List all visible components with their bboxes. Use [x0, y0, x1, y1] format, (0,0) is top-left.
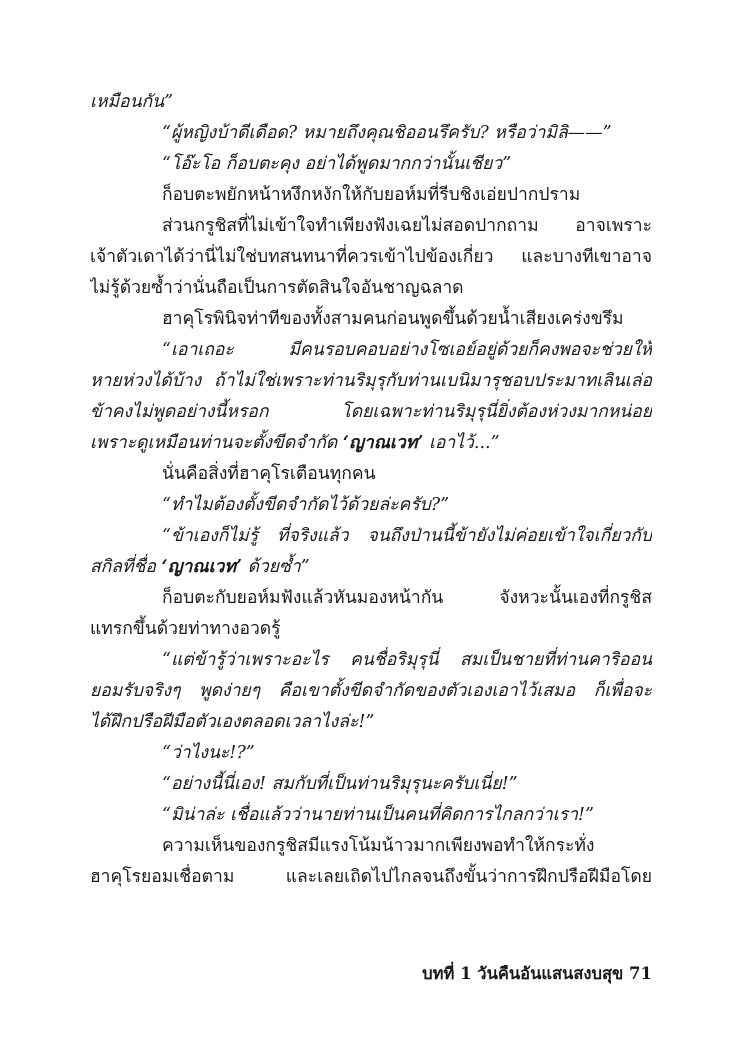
dialogue-line: “ว่าไงนะ!?” [162, 743, 255, 763]
text-segment: ด้วยซ้ำ” [242, 557, 310, 577]
paragraph-line: ความเห็นของกรูชิสมีแรงโน้มน้าวมากเพียงพอทำให้กระทั่ง [162, 836, 595, 856]
text-line [90, 427, 652, 459]
dialogue-line: “อย่างนี้นี่เอง! สมกับที่เป็นท่านริมุรุนะครับเนี่ย!” [162, 774, 518, 794]
skill-name: ‘ญาณเวท’ [161, 557, 243, 577]
text-line: ข้าคงไม่พูดอย่างนี้หรอก โดยเฉพาะท่านริมุรุนี่ยิ่งต้องห่วงมากหน่อย [90, 402, 652, 422]
dialogue-line: “ผู้หญิงบ้าดีเดือด? หมายถึงคุณชิออนรึครับ? หรือว่ามิลิ——” [162, 123, 612, 143]
skill-name: ‘ญาณเวท’ [342, 433, 424, 453]
text-line: ฮาคุโรยอมเชื่อตาม และเลยเถิดไปไกลจนถึงขั้นว่าการฝึกปรือฝีมือโดย [90, 867, 652, 887]
running-footer: บทที่ 1 วันคืนอันแสนสงบสุข 71 [422, 964, 652, 983]
text-line: เหมือนกัน” [90, 92, 174, 112]
dialogue-line: “โอ๊ะโอ ก็อบตะคุง อย่าได้พูดมากกว่านั้นเชียว” [162, 154, 512, 174]
text-segment: เพราะดูเหมือนท่านจะตั้งขีดจำกัด [90, 433, 343, 453]
dialogue-line: “ทำไมต้องตั้งขีดจำกัดไว้ด้วยล่ะครับ?” [162, 495, 450, 515]
text-line: แทรกขึ้นด้วยท่าทางอวดรู้ [90, 619, 281, 639]
text-line: ได้ฝึกปรือฝีมือตัวเองตลอดเวลาไงล่ะ!” [90, 712, 375, 732]
dialogue-line: “แต่ข้ารู้ว่าเพราะอะไร คนชื่อริมุรุนี่ สมเป็นชายที่ท่านคาริออน [162, 650, 652, 670]
dialogue-line: “มิน่าล่ะ เชื่อแล้วว่านายท่านเป็นคนที่คิดการไกลกว่าเรา!” [162, 805, 594, 825]
paragraph-line: นั่นคือสิ่งที่ฮาคุโรเตือนทุกคน [162, 464, 376, 484]
paragraph-line: ส่วนกรูชิสที่ไม่เข้าใจทำเพียงฟังเฉยไม่สอดปากถาม อาจเพราะ [162, 216, 652, 236]
text-segment: เอาไว้...” [423, 433, 500, 453]
paragraph-line: ก็อบตะกับยอห์มฟังแล้วหันมองหน้ากัน จังหวะนั้นเองที่กรูชิส [162, 588, 652, 608]
dialogue-line: “เอาเถอะ มีคนรอบคอบอย่างโซเอย์อยู่ด้วยก็คงพอจะช่วยให้ [162, 340, 652, 360]
text-line: หายห่วงได้บ้าง ถ้าไม่ใช่เพราะท่านริมุรุกับท่านเบนิมารุชอบประมาทเลินเล่อ [90, 371, 652, 391]
text-line: เจ้าตัวเดาได้ว่านี่ไม่ใช่บทสนทนาที่ควรเข้าไปข้องเกี่ยว และบางทีเขาอาจ [90, 247, 652, 267]
text-line: ยอมรับจริงๆ พูดง่ายๆ คือเขาตั้งขีดจำกัดของตัวเองเอาไว้เสมอ ก็เพื่อจะ [90, 681, 652, 701]
dialogue-line: “ข้าเองก็ไม่รู้ ที่จริงแล้ว จนถึงป่านนี้ข้ายังไม่ค่อยเข้าใจเกี่ยวกับ [162, 526, 652, 546]
text-segment: สกิลที่ชื่อ [90, 557, 162, 577]
paragraph-line: ก็อบตะพยักหน้าหงึกหงักให้กับยอห์มที่รีบชิงเอ่ยปากปราม [162, 185, 581, 205]
text-line [90, 551, 652, 583]
paragraph-line: ฮาคุโรพินิจท่าทีของทั้งสามคนก่อนพูดขึ้นด้วยน้ำเสียงเคร่งขรึม [162, 309, 624, 329]
text-line: ไม่รู้ด้วยซ้ำว่านั่นถือเป็นการตัดสินใจอันชาญฉลาด [90, 278, 464, 298]
